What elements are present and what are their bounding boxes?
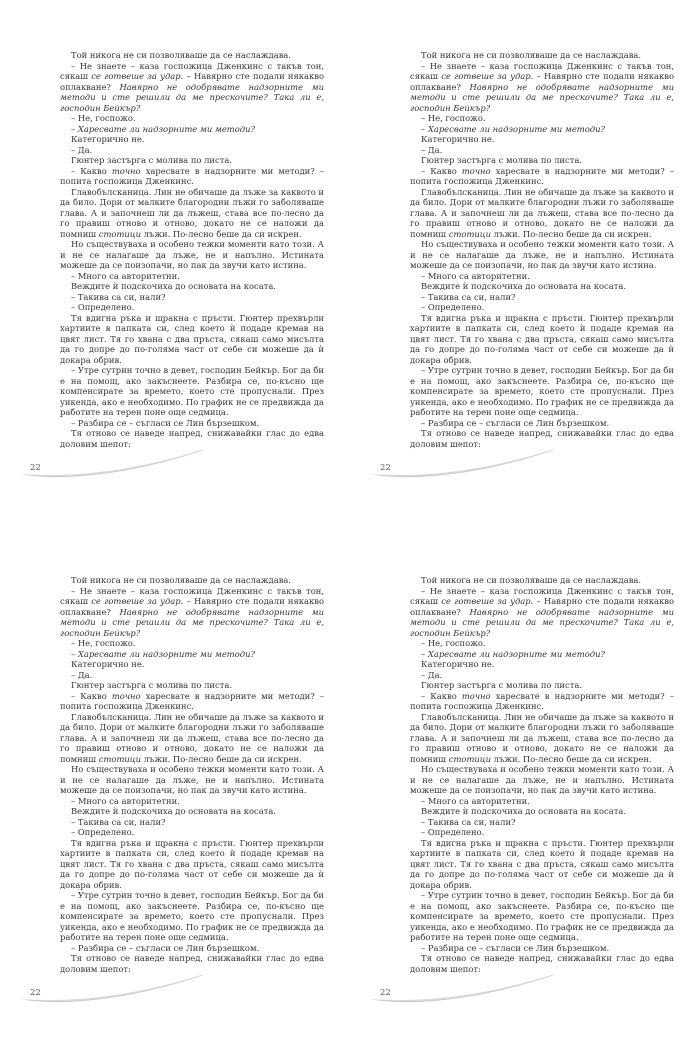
italic-text: се готвеше за удар [91, 71, 181, 81]
text-run: – Разбира се – съгласи се Лин бързешком. [421, 417, 610, 428]
page-number: 22 [30, 988, 41, 998]
text-run: – [71, 123, 78, 134]
swoosh-ornament [368, 969, 568, 1009]
text-run: – Определено. [421, 302, 485, 312]
text-run: . – Навярно сте подали някакво оплакване? [60, 596, 324, 617]
body-text [410, 50, 674, 449]
paragraph [60, 302, 324, 313]
text-run: . – Навярно сте подали някакво оплакване? [60, 71, 324, 92]
paragraph [410, 365, 674, 418]
paragraph [410, 670, 674, 681]
paragraph [410, 418, 674, 429]
text-run: – Утре сутрин точно в девет, господин Бейкър. Бог да би е на помощ, ако закъснеете. Разбира се, по-късно ще компенсирате за времето, което сте пропуснали. През уикенда, ако е необходимо. По график не се предвижда да работите на терен поне още седмица. [410, 890, 674, 942]
page-number: 22 [380, 463, 391, 473]
italic-text: стотици [98, 753, 142, 764]
text-run: Тя отново се наведе напред, снижавайки глас до едва доловим шепот: [60, 428, 324, 449]
text-run: Той никога не си позволяваше да се наслаждава. [421, 575, 642, 585]
italic-text: точно [461, 690, 491, 701]
paragraph [60, 113, 324, 124]
text-run: харесвате в надзорните ми методи? – попита госпожица Дженкинс. [60, 690, 325, 711]
italic-text: се готвеше за удар [441, 596, 531, 606]
text-run: лъжи. По-лесно беше да си искрен. [141, 228, 302, 239]
paragraph [60, 281, 324, 292]
paragraph [60, 365, 324, 418]
text-run: Тя отново се наведе напред, снижавайки глас до едва доловим шепот: [410, 953, 674, 974]
text-run: . – Навярно сте подали някакво оплакване? [410, 71, 674, 92]
body-text [60, 575, 324, 974]
text-run: лъжи. По-лесно беше да си искрен. [491, 228, 652, 239]
text-run: харесвате в надзорните ми методи? – попита госпожица Дженкинс. [410, 165, 675, 186]
text-run: Тя вдигна ръка и щракна с пръсти. Гюнтер прехвърли хартиите в папката си, след което ѝ подаде кремав на цвят лист. Тя го хвана с два пръста, сякаш само мисълта да го допре до по-голяма част от себе си можеше да ѝ докара обрив. [60, 312, 324, 365]
text-run: – Не знаете – каза госпожица Дженкинс с такъв тон, сякаш [410, 60, 674, 81]
text-run: – Да. [421, 669, 443, 680]
paragraph [410, 124, 674, 135]
text-run: – Много са авторитетни. [71, 270, 180, 281]
italic-text: стотици [448, 228, 492, 239]
paragraph [60, 764, 324, 796]
paragraph [410, 575, 674, 586]
text-run: Тя отново се наведе напред, снижавайки глас до едва доловим шепот: [60, 953, 324, 974]
paragraph [60, 943, 324, 954]
paragraph [410, 764, 674, 796]
paragraph [60, 680, 324, 691]
paragraph [410, 313, 674, 366]
text-run: – Много са авторитетни. [421, 270, 530, 281]
italic-text: точно [111, 165, 141, 176]
paragraph [410, 943, 674, 954]
text-run: Веждите ѝ подскочиха до основата на косата. [421, 281, 626, 291]
italic-text: Харесвате ли надзорните ми методи? [77, 648, 255, 659]
paragraph [410, 134, 674, 145]
paragraph [410, 827, 674, 838]
text-run: Веждите ѝ подскочиха до основата на косата. [421, 806, 626, 816]
body-text [60, 50, 324, 449]
page-top-left [0, 0, 350, 525]
body-text [410, 575, 674, 974]
text-run: – Не, госпожо. [71, 113, 136, 123]
text-run: . – Навярно сте подали някакво оплакване? [410, 596, 674, 617]
paragraph [60, 61, 324, 114]
paragraph [410, 680, 674, 691]
text-run: – Не знаете – каза госпожица Дженкинс с такъв тон, сякаш [60, 585, 324, 606]
paragraph [60, 827, 324, 838]
paragraph [410, 281, 674, 292]
paragraph [410, 113, 674, 124]
text-run: – Да. [71, 144, 93, 155]
paragraph [410, 187, 674, 240]
paragraph [410, 586, 674, 639]
text-run: – Разбира се – съгласи се Лин бързешком. [71, 942, 260, 953]
text-run: Но съществуваха и особено тежки моменти като този. А и не се налагаше да лъже, не и напълно. Истината можеше да се поизопачи, но пак да звучи като истина. [410, 764, 674, 795]
text-run: Гюнтер застърга с молива по листа. [71, 680, 232, 690]
paragraph [410, 649, 674, 660]
text-run: Гюнтер застърга с молива по листа. [71, 155, 232, 165]
paragraph [410, 50, 674, 61]
page-number: 22 [30, 463, 41, 473]
italic-text: стотици [98, 228, 142, 239]
paragraph [60, 418, 324, 429]
text-run: – Определено. [71, 827, 135, 837]
text-run: Тя вдигна ръка и щракна с пръсти. Гюнтер прехвърли хартиите в папката си, след което ѝ подаде кремав на цвят лист. Тя го хвана с два пръста, сякаш само мисълта да го допре до по-голяма част от себе си можеше да ѝ докара обрив. [410, 837, 674, 890]
paragraph [60, 638, 324, 649]
paragraph [60, 134, 324, 145]
text-run: Той никога не си позволяваше да се наслаждава. [71, 50, 292, 60]
text-run: – Такива са си, нали? [421, 816, 516, 827]
text-run: – Много са авторитетни. [71, 795, 180, 806]
paragraph [60, 649, 324, 660]
text-run: – Не знаете – каза госпожица Дженкинс с такъв тон, сякаш [410, 585, 674, 606]
text-run: – Утре сутрин точно в девет, господин Бейкър. Бог да би е на помощ, ако закъснеете. Разбира се, по-късно ще компенсирате за времето, което сте пропуснали. През уикенда, ако е необходимо. По график не се предвижда да работите на терен поне още седмица. [60, 890, 324, 942]
swoosh-ornament [368, 444, 568, 484]
paragraph [60, 239, 324, 271]
paragraph [410, 838, 674, 891]
paragraph [60, 586, 324, 639]
text-run: Той никога не си позволяваше да се наслаждава. [421, 50, 642, 60]
text-run: харесвате в надзорните ми методи? – попита госпожица Дженкинс. [410, 690, 675, 711]
paragraph [410, 61, 674, 114]
text-run: Категорично не. [421, 134, 495, 144]
italic-text: се готвеше за удар [91, 596, 181, 606]
text-run: Но съществуваха и особено тежки моменти като този. А и не се налагаше да лъже, не и напълно. Истината можеше да се поизопачи, но пак да звучи като истина. [60, 764, 324, 795]
italic-text: Навярно не одобрявате надзорните ми методи и сте решили да ме прескочите? Така ли е, господин Бейкър? [60, 81, 324, 113]
paragraph [60, 575, 324, 586]
paragraph [60, 124, 324, 135]
text-run: – Разбира се – съгласи се Лин бързешком. [421, 942, 610, 953]
text-run: Гюнтер застърга с молива по листа. [421, 680, 582, 690]
paragraph [60, 796, 324, 807]
paragraph [60, 271, 324, 282]
italic-text: Харесвате ли надзорните ми методи? [427, 648, 605, 659]
paragraph [60, 187, 324, 240]
text-run: харесвате в надзорните ми методи? – попита госпожица Дженкинс. [60, 165, 325, 186]
text-run: Главобълсканица. Лин не обичаше да лъже за каквото и да било. Дори от малките благородни лъжи го заболяваше глава. А и започнеш ли да лъжеш, става все по-лесно да го правиш отново и отново, докато не се наложи да помниш [410, 186, 674, 239]
paragraph [410, 659, 674, 670]
text-run: – Такива са си, нали? [421, 291, 516, 302]
paragraph [60, 659, 324, 670]
italic-text: Навярно не одобрявате надзорните ми методи и сте решили да ме прескочите? Така ли е, господин Бейкър? [60, 606, 324, 638]
paragraph [410, 806, 674, 817]
italic-text: Навярно не одобрявате надзорните ми методи и сте решили да ме прескочите? Така ли е, господин Бейкър? [410, 606, 674, 638]
italic-text: точно [111, 690, 141, 701]
text-run: – Много са авторитетни. [421, 795, 530, 806]
paragraph [410, 691, 674, 712]
text-run: Главобълсканица. Лин не обичаше да лъже за каквото и да било. Дори от малките благородни лъжи го заболяваше глава. А и започнеш ли да лъжеш, става все по-лесно да го правиш отново и отново, докато не се наложи да помниш [410, 711, 674, 764]
text-run: – Не, госпожо. [71, 638, 136, 648]
paragraph [60, 838, 324, 891]
page-number: 22 [380, 988, 391, 998]
text-run: – Определено. [421, 827, 485, 837]
text-run: Гюнтер застърга с молива по листа. [421, 155, 582, 165]
text-run: – [71, 648, 78, 659]
text-run: Веждите ѝ подскочиха до основата на косата. [71, 806, 276, 816]
swoosh-ornament [18, 444, 218, 484]
text-run: лъжи. По-лесно беше да си искрен. [491, 753, 652, 764]
text-run: Тя вдигна ръка и щракна с пръсти. Гюнтер прехвърли хартиите в папката си, след което ѝ подаде кремав на цвят лист. Тя го хвана с два пръста, сякаш само мисълта да го допре до по-голяма част от себе си можеше да ѝ докара обрив. [60, 837, 324, 890]
paragraph [410, 817, 674, 828]
text-run: – Утре сутрин точно в девет, господин Бейкър. Бог да би е на помощ, ако закъснеете. Разбира се, по-късно ще компенсирате за времето, което сте пропуснали. През уикенда, ако е необходимо. По график не се предвижда да работите на терен поне още седмица. [410, 365, 674, 417]
page-top-right [350, 0, 700, 525]
italic-text: стотици [448, 753, 492, 764]
text-run: лъжи. По-лесно беше да си искрен. [141, 753, 302, 764]
paragraph [60, 166, 324, 187]
text-run: – Не, госпожо. [421, 638, 486, 648]
text-run: – Какво [421, 165, 462, 176]
paragraph [60, 712, 324, 765]
italic-text: Харесвате ли надзорните ми методи? [77, 123, 255, 134]
paragraph [410, 292, 674, 303]
paragraph [410, 145, 674, 156]
paragraph [410, 155, 674, 166]
text-run: Той никога не си позволяваше да се наслаждава. [71, 575, 292, 585]
text-run: – Да. [421, 144, 443, 155]
text-run: – Не, госпожо. [421, 113, 486, 123]
text-run: – Определено. [71, 302, 135, 312]
text-run: – Разбира се – съгласи се Лин бързешком. [71, 417, 260, 428]
paragraph [410, 271, 674, 282]
text-run: Тя вдигна ръка и щракна с пръсти. Гюнтер прехвърли хартиите в папката си, след което ѝ подаде кремав на цвят лист. Тя го хвана с два пръста, сякаш само мисълта да го допре до по-голяма част от себе си можеше да ѝ докара обрив. [410, 312, 674, 365]
text-run: Но съществуваха и особено тежки моменти като този. А и не се налагаше да лъже, не и напълно. Истината можеше да се поизопачи, но пак да звучи като истина. [60, 239, 324, 270]
text-run: – Утре сутрин точно в девет, господин Бейкър. Бог да би е на помощ, ако закъснеете. Разбира се, по-късно ще компенсирате за времето, което сте пропуснали. През уикенда, ако е необходимо. По график не се предвижда да работите на терен поне още седмица. [60, 365, 324, 417]
text-run: – [421, 123, 428, 134]
page-bottom-left [0, 525, 350, 1050]
text-run: Тя отново се наведе напред, снижавайки глас до едва доловим шепот: [410, 428, 674, 449]
paragraph [60, 890, 324, 943]
paragraph [410, 166, 674, 187]
swoosh-ornament [18, 969, 218, 1009]
paragraph [60, 817, 324, 828]
italic-text: Харесвате ли надзорните ми методи? [427, 123, 605, 134]
italic-text: точно [461, 165, 491, 176]
italic-text: се готвеше за удар [441, 71, 531, 81]
paragraph [60, 806, 324, 817]
page-bottom-right [350, 525, 700, 1050]
text-run: – Такива са си, нали? [71, 816, 166, 827]
paragraph [60, 145, 324, 156]
text-run: Но съществуваха и особено тежки моменти като този. А и не се налагаше да лъже, не и напълно. Истината можеше да се поизопачи, но пак да звучи като истина. [410, 239, 674, 270]
text-run: – Да. [71, 669, 93, 680]
text-run: – Такива са си, нали? [71, 291, 166, 302]
paragraph [60, 292, 324, 303]
text-run: Главобълсканица. Лин не обичаше да лъже за каквото и да било. Дори от малките благородни лъжи го заболяваше глава. А и започнеш ли да лъжеш, става все по-лесно да го правиш отново и отново, докато не се наложи да помниш [60, 186, 324, 239]
text-run: Категорично не. [71, 134, 145, 144]
paragraph [410, 302, 674, 313]
text-run: – [421, 648, 428, 659]
paragraph [410, 796, 674, 807]
paragraph [60, 50, 324, 61]
paragraph [410, 712, 674, 765]
paragraph [60, 670, 324, 681]
italic-text: Навярно не одобрявате надзорните ми методи и сте решили да ме прескочите? Така ли е, господин Бейкър? [410, 81, 674, 113]
paragraph [60, 155, 324, 166]
paragraph [410, 239, 674, 271]
text-run: – Какво [421, 690, 462, 701]
text-run: Главобълсканица. Лин не обичаше да лъже за каквото и да било. Дори от малките благородни лъжи го заболяваше глава. А и започнеш ли да лъжеш, става все по-лесно да го правиш отново и отново, докато не се наложи да помниш [60, 711, 324, 764]
text-run: Категорично не. [421, 659, 495, 669]
paragraph [410, 638, 674, 649]
text-run: Веждите ѝ подскочиха до основата на косата. [71, 281, 276, 291]
text-run: – Какво [71, 165, 112, 176]
text-run: Категорично не. [71, 659, 145, 669]
paragraph [60, 313, 324, 366]
text-run: – Какво [71, 690, 112, 701]
text-run: – Не знаете – каза госпожица Дженкинс с такъв тон, сякаш [60, 60, 324, 81]
paragraph [410, 890, 674, 943]
paragraph [60, 691, 324, 712]
